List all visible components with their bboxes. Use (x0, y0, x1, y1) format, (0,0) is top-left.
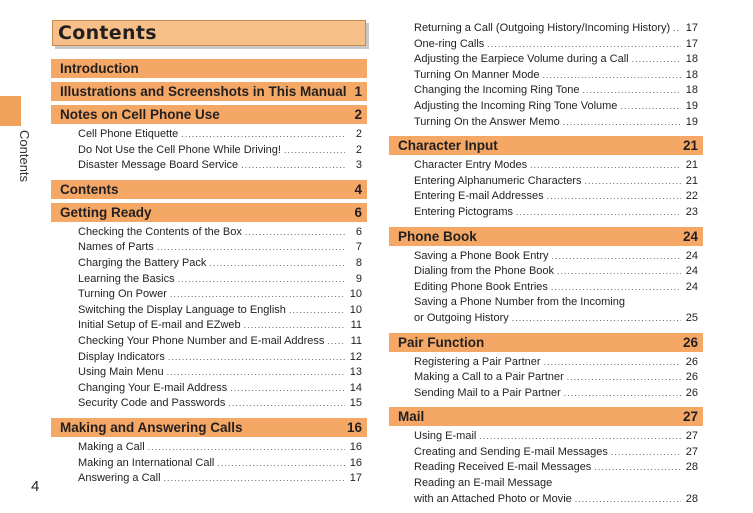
dot-leader (575, 494, 681, 504)
toc-entry[interactable] (51, 304, 367, 320)
dot-leader (530, 160, 681, 170)
toc-entry-title: Using Main Menu (78, 366, 164, 379)
toc-entry[interactable] (389, 100, 703, 116)
toc-entry[interactable] (51, 226, 367, 242)
toc-entry[interactable] (389, 430, 703, 446)
toc-entry[interactable] (389, 356, 703, 372)
toc-entry[interactable] (51, 457, 367, 473)
toc-entry-list (51, 101, 367, 103)
dot-leader (181, 129, 345, 139)
side-tab-marker (0, 96, 21, 126)
toc-entry-list (389, 352, 703, 406)
section-heading-page: 4 (354, 181, 362, 197)
section-heading-label: Introduction (60, 61, 139, 76)
toc-entry-page: 23 (685, 205, 698, 218)
dot-leader (620, 101, 681, 111)
toc-entry-page: 3 (355, 159, 362, 172)
toc-entry[interactable] (51, 159, 367, 175)
toc-entry-title: Entering Alphanumeric Characters (414, 174, 582, 187)
toc-entry-title: Changing the Incoming Ring Tone (414, 84, 580, 97)
dot-leader (585, 176, 681, 186)
toc-section-heading[interactable] (51, 203, 367, 222)
toc-section-heading[interactable] (51, 59, 367, 78)
dot-leader (557, 266, 681, 276)
toc-entry[interactable] (389, 53, 703, 69)
toc-entry[interactable] (389, 493, 703, 509)
toc-entry-page: 24 (685, 280, 698, 293)
toc-entry[interactable] (389, 446, 703, 462)
dot-leader (209, 258, 345, 268)
dot-leader (512, 313, 681, 323)
toc-section-heading[interactable] (389, 333, 703, 352)
toc-entry-page: 21 (685, 159, 698, 172)
toc-entry-list (51, 222, 367, 416)
dot-leader (516, 207, 681, 217)
toc-entry-title: Checking the Contents of the Box (78, 225, 242, 238)
toc-entry-page: 28 (685, 492, 698, 505)
toc-entry-title: Turning On Manner Mode (414, 68, 540, 81)
section-heading-page: 26 (682, 334, 698, 350)
toc-entry-page: 19 (685, 99, 698, 112)
dot-leader (567, 372, 681, 382)
toc-entry-page: 8 (355, 256, 362, 269)
toc-entry-title: Sending Mail to a Pair Partner (414, 386, 561, 399)
toc-entry-page: 14 (349, 381, 362, 394)
toc-entry-title: Initial Setup of E-mail and EZweb (78, 319, 241, 332)
toc-entry[interactable] (389, 38, 703, 54)
toc-left-column (51, 57, 367, 491)
toc-entry-page: 19 (685, 115, 698, 128)
toc-entry[interactable] (389, 190, 703, 206)
toc-entry-title: Making an International Call (78, 456, 215, 469)
toc-entry-title: Saving a Phone Number from the Incoming (414, 296, 625, 309)
toc-entry-page: 17 (349, 472, 362, 485)
toc-entry-title: Editing Phone Book Entries (414, 280, 548, 293)
toc-entry[interactable] (51, 335, 367, 351)
toc-section-heading[interactable] (51, 82, 367, 101)
toc-entry-title: Character Entry Modes (414, 159, 528, 172)
toc-entry[interactable] (51, 382, 367, 398)
section-heading-label: Character Input (398, 138, 498, 154)
dot-leader (289, 305, 345, 315)
toc-entry-page: 9 (355, 272, 362, 285)
toc-continued-entries (389, 18, 703, 134)
toc-entry-title: Turning On the Answer Memo (414, 115, 560, 128)
section-heading-label: Phone Book (398, 228, 477, 244)
toc-entry-page: 16 (349, 456, 362, 469)
dot-leader (552, 251, 681, 261)
section-heading-page: 24 (682, 228, 698, 244)
toc-entry-title: Making a Call (78, 440, 145, 453)
toc-entry[interactable] (389, 84, 703, 100)
toc-entry-title: with an Attached Photo or Movie (414, 492, 572, 505)
toc-entry-page: 22 (685, 190, 698, 203)
toc-entry-list (51, 437, 367, 491)
toc-entry[interactable] (389, 22, 703, 38)
toc-entry-title: Returning a Call (Outgoing History/Incoming History) (414, 22, 671, 34)
toc-entry[interactable] (51, 441, 367, 457)
toc-section-heading[interactable] (51, 105, 367, 124)
section-heading-page: 6 (354, 204, 362, 220)
toc-entry-title: Entering Pictograms (414, 205, 514, 218)
dot-leader (564, 388, 681, 398)
toc-entry[interactable] (389, 175, 703, 191)
toc-section-heading[interactable] (389, 407, 703, 426)
toc-entry-title: Security Code and Passwords (78, 397, 226, 410)
toc-entry-title: Turning On Power (78, 288, 167, 301)
toc-entry-list (389, 246, 703, 331)
dot-leader (241, 160, 345, 170)
toc-entry[interactable] (389, 371, 703, 387)
section-heading-label: Notes on Cell Phone Use (60, 107, 220, 122)
dot-leader (228, 398, 345, 408)
dot-leader (611, 447, 681, 457)
toc-entry-page: 18 (685, 84, 698, 97)
toc-entry[interactable] (51, 319, 367, 335)
toc-entry-page: 24 (685, 265, 698, 278)
toc-entry-title: Entering E-mail Addresses (414, 190, 544, 203)
section-heading-page: 27 (682, 409, 698, 425)
toc-entry-title: Checking Your Phone Number and E-mail Address (78, 334, 325, 347)
dot-leader (487, 39, 681, 49)
toc-entry-page: 26 (685, 386, 698, 399)
toc-section-heading[interactable] (51, 180, 367, 199)
toc-entry-title: Using E-mail (414, 430, 477, 443)
section-heading-label: Making and Answering Calls (60, 419, 243, 435)
toc-entry[interactable] (51, 366, 367, 382)
section-heading-page: 21 (682, 138, 698, 154)
toc-entry-title: Names of Parts (78, 241, 154, 254)
section-heading-label: Illustrations and Screenshots in This Manual (60, 84, 347, 99)
toc-entry-title: Charging the Battery Pack (78, 256, 207, 269)
dot-leader (594, 462, 681, 472)
toc-section-heading[interactable] (51, 418, 367, 437)
toc-entry[interactable] (389, 477, 703, 493)
toc-entry-title: Learning the Basics (78, 272, 175, 285)
section-heading-page: 2 (354, 107, 362, 122)
dot-leader (551, 282, 681, 292)
toc-entry-page: 17 (685, 37, 698, 50)
toc-section-heading[interactable] (389, 136, 703, 155)
dot-leader (164, 473, 345, 483)
section-heading-page: 16 (346, 419, 362, 435)
toc-entry[interactable] (51, 128, 367, 144)
dot-leader (230, 383, 345, 393)
dot-leader (157, 242, 345, 252)
toc-entry[interactable] (51, 288, 367, 304)
toc-entry[interactable] (389, 312, 703, 328)
toc-entry[interactable] (389, 250, 703, 266)
toc-entry-page: 26 (685, 371, 698, 384)
toc-entry-title: or Outgoing History (414, 311, 509, 324)
toc-entry[interactable] (51, 472, 367, 488)
toc-entry-title: Creating and Sending E-mail Messages (414, 445, 608, 458)
toc-entry-title: One-ring Calls (414, 37, 485, 50)
toc-entry[interactable] (51, 351, 367, 367)
section-heading-label: Contents (60, 181, 119, 197)
toc-entry-page: 16 (349, 440, 362, 453)
dot-leader (178, 274, 345, 284)
page-title: Contents (58, 22, 157, 44)
toc-entry-list (51, 124, 367, 178)
toc-entry[interactable] (389, 461, 703, 477)
toc-entry-title: Answering a Call (78, 472, 161, 485)
dot-leader (547, 191, 681, 201)
toc-entry-page: 28 (685, 461, 698, 474)
toc-entry-page: 18 (685, 53, 698, 66)
dot-leader (245, 227, 345, 237)
toc-entry[interactable] (389, 387, 703, 403)
toc-right-column (389, 18, 703, 511)
toc-entry[interactable] (389, 116, 703, 132)
toc-entry-page: 2 (355, 143, 362, 156)
toc-entry-title: Do Not Use the Cell Phone While Driving! (78, 143, 281, 156)
toc-entry-page: 13 (349, 366, 362, 379)
toc-entry-list (389, 426, 703, 511)
toc-entry[interactable] (389, 69, 703, 85)
dot-leader (148, 442, 345, 452)
toc-entry-title: Adjusting the Earpiece Volume during a Call (414, 53, 629, 66)
toc-entry-page: 11 (350, 334, 362, 347)
toc-entry[interactable] (389, 159, 703, 175)
section-heading-page: 1 (354, 84, 362, 99)
toc-entry-title: Reading Received E-mail Messages (414, 461, 592, 474)
toc-entry-page: 10 (349, 303, 362, 316)
toc-entry-title: Adjusting the Incoming Ring Tone Volume (414, 99, 618, 112)
toc-entry-title: Cell Phone Etiquette (78, 128, 179, 140)
toc-entry[interactable] (51, 257, 367, 273)
toc-entry-list (51, 199, 367, 201)
dot-leader (563, 117, 681, 127)
toc-entry-page: 15 (349, 397, 362, 410)
toc-entry-page: 27 (685, 430, 698, 443)
toc-entry[interactable] (389, 281, 703, 297)
section-heading-label: Mail (398, 409, 425, 425)
toc-entry[interactable] (389, 265, 703, 281)
page-title-box (52, 20, 366, 46)
dot-leader (544, 357, 681, 367)
dot-leader (244, 320, 345, 330)
dot-leader (632, 54, 681, 64)
toc-entry-title: Registering a Pair Partner (414, 355, 541, 368)
toc-entry-title: Dialing from the Phone Book (414, 265, 555, 278)
section-heading-label: Pair Function (398, 334, 485, 350)
toc-entry-page: 18 (685, 68, 698, 81)
toc-entry-page: 2 (355, 128, 362, 140)
toc-entry[interactable] (51, 273, 367, 289)
dot-leader (284, 145, 345, 155)
toc-entry-title: Saving a Phone Book Entry (414, 249, 549, 262)
toc-entry-page: 17 (685, 22, 698, 34)
toc-entry-page: 7 (355, 241, 362, 254)
dot-leader (479, 431, 681, 441)
dot-leader (543, 70, 681, 80)
toc-entry[interactable] (51, 397, 367, 413)
toc-entry-list (51, 78, 367, 80)
toc-entry-page: 24 (685, 249, 698, 262)
side-label (2, 130, 32, 210)
toc-entry-title: Changing Your E-mail Address (78, 381, 228, 394)
dot-leader (327, 336, 345, 346)
side-label-text: Contents (17, 130, 32, 183)
toc-entry-page: 12 (349, 350, 362, 363)
toc-entry[interactable] (51, 241, 367, 257)
toc-entry-list (389, 155, 703, 224)
page-number: 4 (31, 478, 40, 495)
toc-entry[interactable] (389, 296, 703, 312)
dot-leader (167, 367, 345, 377)
toc-entry-page: 11 (350, 319, 362, 332)
section-heading-label: Getting Ready (60, 204, 152, 220)
toc-entry-title: Display Indicators (78, 350, 165, 363)
toc-entry-page: 27 (685, 445, 698, 458)
toc-entry-title: Reading an E-mail Message (414, 477, 553, 490)
toc-entry-page: 6 (355, 225, 362, 238)
dot-leader (168, 352, 345, 362)
dot-leader (583, 85, 681, 95)
toc-entry-title: Disaster Message Board Service (78, 159, 239, 172)
toc-entry-page: 25 (685, 311, 698, 324)
toc-entry[interactable] (389, 206, 703, 222)
dot-leader (170, 289, 345, 299)
toc-entry[interactable] (51, 144, 367, 160)
toc-section-heading[interactable] (389, 227, 703, 246)
toc-entry-page: 21 (685, 174, 698, 187)
toc-entry-page: 26 (685, 355, 698, 368)
toc-entry-page: 10 (349, 288, 362, 301)
dot-leader (673, 23, 681, 33)
toc-entry-title: Switching the Display Language to English (78, 303, 286, 316)
dot-leader (217, 458, 345, 468)
toc-entry-title: Making a Call to a Pair Partner (414, 371, 564, 384)
